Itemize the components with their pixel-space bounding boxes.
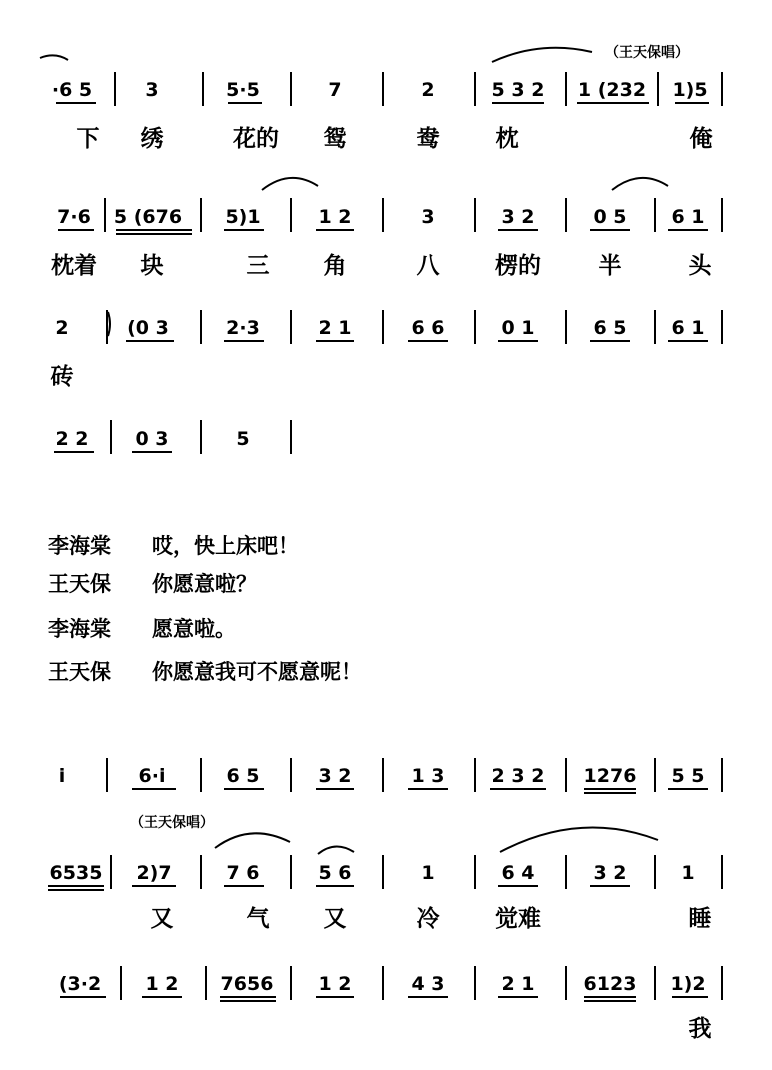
measure: 2 xyxy=(55,317,69,339)
measure: 3 2 xyxy=(501,206,535,228)
singer-cue: （王天保唱） xyxy=(605,45,689,61)
lyric: 俺 xyxy=(689,125,713,152)
measure: 2 3 2 xyxy=(491,765,545,787)
measure: 6 6 xyxy=(411,317,445,339)
measure: 6·i xyxy=(138,765,166,787)
singer-cue: （王天保唱） xyxy=(130,815,214,831)
lyric: 角 xyxy=(323,252,347,279)
measure: 6 5 xyxy=(226,765,260,787)
line-text: 愿意啦。 xyxy=(152,616,236,641)
speaker: 李海棠 xyxy=(48,616,111,641)
lyric: 头 xyxy=(688,252,712,279)
lyric: 枕着 xyxy=(51,252,97,279)
lyric: 三 xyxy=(246,252,270,279)
measure: 0 1 xyxy=(501,317,535,339)
lyric: 花的 xyxy=(233,125,279,152)
lyric: 砖 xyxy=(50,363,74,390)
measure: 6 1 xyxy=(671,206,705,228)
lyric: 块 xyxy=(140,252,164,279)
lyric: 鸯 xyxy=(416,125,440,152)
line-text: 你愿意我可不愿意呢！ xyxy=(152,659,362,684)
lyric: 冷 xyxy=(416,905,440,932)
lyric: 下 xyxy=(76,125,100,152)
measure: (3·2 xyxy=(58,973,102,995)
lyric: 又 xyxy=(150,905,174,932)
measure: 1)2 xyxy=(670,973,706,995)
measure: 1 2 xyxy=(318,973,352,995)
lyric: 半 xyxy=(598,252,622,279)
measure: 4 3 xyxy=(411,973,445,995)
measure: 1 3 xyxy=(411,765,445,787)
measure: 2 1 xyxy=(501,973,535,995)
measure: 6 5 xyxy=(593,317,627,339)
measure: 7656 xyxy=(220,973,274,995)
measure: 1 2 xyxy=(318,206,352,228)
measure: 3 2 xyxy=(593,862,627,884)
measure: 5·5 xyxy=(226,79,260,101)
measure: 5 3 2 xyxy=(491,79,545,101)
measure: 6 4 xyxy=(501,862,535,884)
measure: 2 1 xyxy=(318,317,352,339)
measure: 1 xyxy=(681,862,695,884)
measure: 3 xyxy=(421,206,435,228)
speaker: 李海棠 xyxy=(48,533,111,558)
speaker: 王天保 xyxy=(48,571,111,596)
speaker: 王天保 xyxy=(48,659,111,684)
measure: 2 xyxy=(421,79,435,101)
lyric: 睡 xyxy=(688,905,712,932)
measure: (0 3 xyxy=(127,317,169,339)
lyric: 八 xyxy=(416,252,440,279)
measure: 2 2 xyxy=(55,428,89,450)
lyric: 我 xyxy=(688,1015,712,1042)
measure: 3 2 xyxy=(318,765,352,787)
measure: 5 xyxy=(236,428,250,450)
lyric: 又 xyxy=(323,905,347,932)
measure: 1 2 xyxy=(145,973,179,995)
measure: 2·3 xyxy=(226,317,260,339)
lyric: 楞的 xyxy=(495,252,541,279)
measure: 6535 xyxy=(49,862,103,884)
lyric: 绣 xyxy=(140,125,164,152)
measure: 1)5 xyxy=(672,79,708,101)
measure: 3 xyxy=(145,79,159,101)
measure: 5 (676 xyxy=(113,206,183,228)
lyric: 枕 xyxy=(495,125,519,152)
line-text: 你愿意啦？ xyxy=(152,571,257,596)
measure: 1 xyxy=(421,862,435,884)
measure: 6 1 xyxy=(671,317,705,339)
measure: 5 6 xyxy=(318,862,352,884)
measure: 1 (232 xyxy=(577,79,647,101)
measure: ·6 5 xyxy=(51,79,93,101)
measure: 2)7 xyxy=(136,862,172,884)
lyric: 觉难 xyxy=(495,905,541,932)
measure: 5)1 xyxy=(225,206,261,228)
measure: 0 5 xyxy=(593,206,627,228)
line-text: 哎，快上床吧！ xyxy=(152,533,299,558)
lyric: 鸳 xyxy=(323,125,347,152)
measure: i xyxy=(58,765,66,787)
measure: 7·6 xyxy=(57,206,91,228)
measure: 5 5 xyxy=(671,765,705,787)
measure: 6123 xyxy=(583,973,637,995)
measure: 7 6 xyxy=(226,862,260,884)
lyric: 气 xyxy=(246,905,270,932)
measure: 7 xyxy=(328,79,342,101)
measure: 0 3 xyxy=(135,428,169,450)
measure: 1276 xyxy=(583,765,637,787)
